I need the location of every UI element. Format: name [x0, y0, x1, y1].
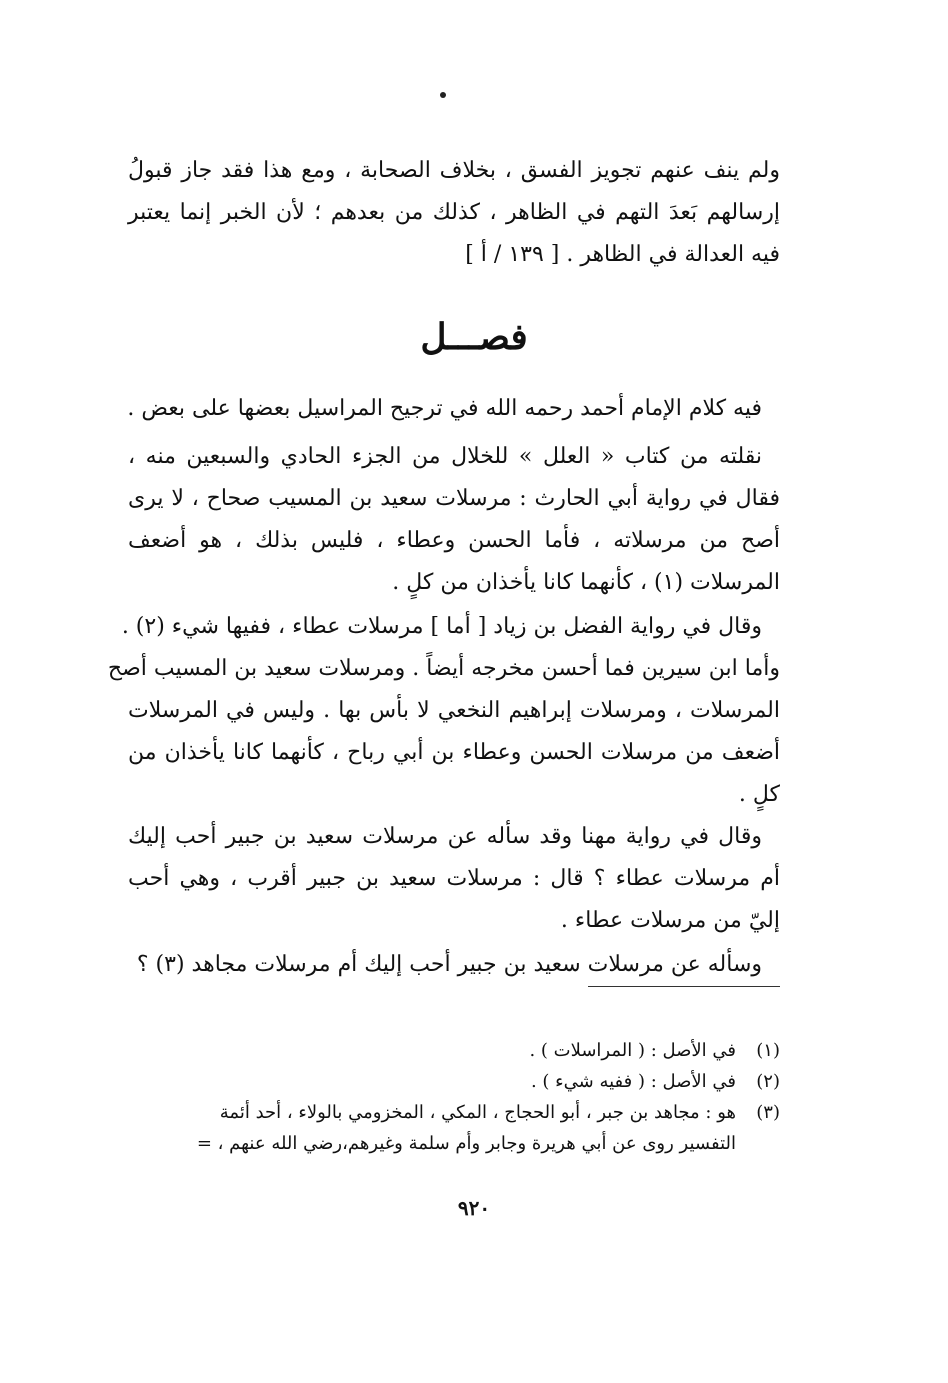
paragraph-1 [128, 388, 780, 430]
page-mark-dot [440, 92, 446, 98]
text-line: أم مرسلات عطاء ؟ قال : مرسلات سعيد بن جبير أقرب ، وهي أحب [128, 866, 780, 891]
footnotes [128, 1035, 780, 1159]
text-line: وقال في رواية مهنا وقد سأله عن مرسلات سعيد بن جبير أحب إليك [128, 824, 762, 849]
section-heading: فصـــل [420, 316, 528, 358]
page-number: ٩٢٠ [457, 1196, 491, 1220]
text-line: إليّ من مرسلات عطاء . [560, 908, 780, 933]
text-line: فقال في رواية أبي الحارث : مرسلات سعيد بن المسيب صحاح ، لا يرى [128, 486, 780, 511]
text-line: التفسير روى عن أبي هريرة وجابر وأم سلمة وغيرهم،رضي الله عنهم ، = [196, 1133, 736, 1154]
text-line: وأما ابن سيرين فما أحسن مخرجه أيضاً . ومرسلات سعيد بن المسيب أصح [107, 656, 780, 681]
text-line: وسأله عن مرسلات سعيد بن جبير أحب إليك أم مرسلات مجاهد (٣) ؟ [136, 952, 762, 977]
text-line: هو : مجاهد بن جبر ، أبو الحجاج ، المكي ، المخزومي بالولاء ، أحد أئمة [219, 1102, 736, 1123]
text-line: كلٍ . [738, 782, 780, 807]
footnote-separator [588, 986, 780, 987]
text-line: المرسلات ، ومرسلات إبراهيم النخعي لا بأس بها . وليس في المرسلات [128, 698, 780, 723]
text-line: فيه كلام الإمام أحمد رحمه الله في ترجيح المراسيل بعضها على بعض . [127, 396, 762, 421]
footnote [128, 1066, 780, 1097]
intro-paragraph [128, 150, 780, 276]
text-line: أضعف من مرسلات الحسن وعطاء بن أبي رباح ، كأنهما كانا يأخذان من [128, 740, 780, 765]
text-line: المرسلات (١) ، كأنهما كانا يأخذان من كلٍ . [392, 570, 780, 595]
footnote-text [128, 1066, 736, 1097]
footnote-number: (٢) [756, 1071, 780, 1092]
text-line: إرسالهم بَعدَ التهم في الظاهر ، كذلك من بعدهم ؛ لأن الخبر إنما يعتبر [128, 200, 780, 225]
text-line: أصح من مرسلاته ، فأما الحسن وعطاء ، فليس بذلك ، هو أضعف [128, 528, 780, 553]
paragraph-3 [107, 606, 780, 816]
text-line: نقلته من كتاب « العلل » للخلال من الجزء الحادي والسبعين منه ، [128, 444, 762, 469]
text-line: في الأصل : ( ففيه شيء ) . [530, 1071, 736, 1092]
text-line: فيه العدالة في الظاهر . [ ١٣٩ / أ ] [465, 242, 780, 267]
footnote [128, 1097, 780, 1159]
text-line: في الأصل : ( المراسلات ) . [529, 1040, 736, 1061]
footnote-text [128, 1035, 736, 1066]
text-line: ولم ينف عنهم تجويز الفسق ، بخلاف الصحابة ، ومع هذا فقد جاز قبولُ [128, 158, 780, 183]
paragraph-4 [128, 816, 780, 942]
text-line: وقال في رواية الفضل بن زياد [ أما ] مرسلات عطاء ، ففيها شيء (٢) . [121, 614, 762, 639]
footnote [128, 1035, 780, 1066]
paragraph-5 [128, 944, 780, 986]
footnote-text [128, 1097, 736, 1159]
footnote-number: (١) [756, 1040, 780, 1061]
paragraph-2 [128, 436, 780, 604]
footnote-number: (٣) [756, 1102, 780, 1123]
